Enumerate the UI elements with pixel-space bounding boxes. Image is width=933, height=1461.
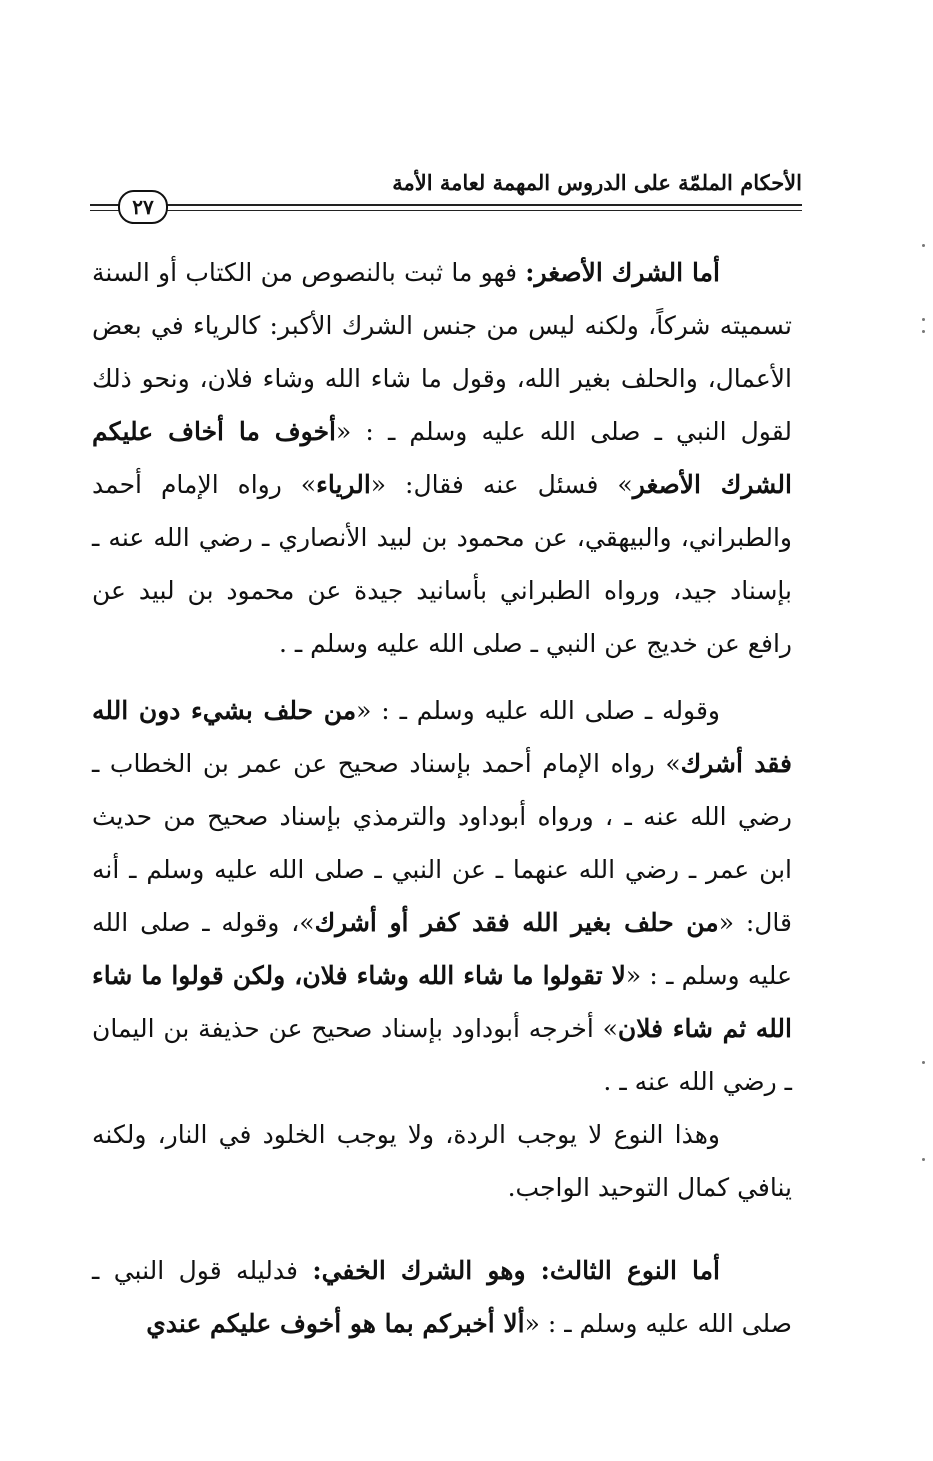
text: وهذا النوع لا يوجب الردة، ولا يوجب الخلود في النار، ولكنه ينافي كمال التوحيد الواجب. [92,1120,792,1202]
hadith-quote: أخوف ما أخاف عليكم الشرك الأصغر [92,417,792,499]
edge-mark [922,1061,925,1064]
hadith-quote: من حلف بغير الله فقد كفر أو أشرك [314,908,719,937]
heading-minor-shirk: أما الشرك الأصغر: [525,258,720,287]
text: وقوله ـ صلى الله عليه وسلم ـ : « [356,696,720,725]
edge-mark [922,318,925,321]
text: » فسئل عنه فقال: « [370,470,633,499]
header-rule-thin [90,210,802,211]
heading-hidden-shirk: أما النوع الثالث: وهو الشرك الخفي: [312,1256,720,1285]
edge-mark [922,1158,925,1161]
paragraph-ruling [92,1108,792,1214]
edge-mark [922,330,925,333]
book-title: الأحكام الملمّة على الدروس المهمة لعامة الأمة [392,170,802,195]
page-body [92,246,792,1350]
paragraph-hidden-shirk [92,1244,792,1350]
paragraph-swearing [92,684,792,1108]
hadith-quote: من حلف بشيء دون الله فقد أشرك [92,696,792,778]
text: » رواه الإمام أحمد بإسناد صحيح عن عمر بن الخطاب ـ رضي الله عنه ـ ، ورواه أبوداود والترمذي بإسناد صحيح من حديث ابن عمر ـ رضي الله عنهما ـ عن النبي ـ صلى الله عليه وسلم ـ أنه قال: « [92,749,792,937]
hadith-quote: ألا أخبركم بما هو أخوف عليكم عندي [146,1309,525,1338]
text: فهو ما ثبت بالنصوص من الكتاب أو السنة تسميته شركاً، ولكنه ليس من جنس الشرك الأكبر: كالرياء في بعض الأعمال، والحلف بغير الله، وقول ما شاء الله وشاء فلان، ونحو ذلك لقول النبي ـ صلى الله عليه وسلم ـ : « [92,258,792,446]
hadith-quote: الرياء [316,470,371,499]
text: » رواه الإمام أحمد والطبراني، والبيهقي، عن محمود بن لبيد الأنصاري ـ رضي الله عنه ـ بإسناد جيد، ورواه الطبراني بأسانيد جيدة عن محمود بن لبيد عن رافع عن خديج عن النبي ـ صلى الله عليه وسلم ـ . [92,470,792,658]
text: فدليله قول النبي ـ صلى الله عليه وسلم ـ : « [92,1256,792,1338]
paragraph-minor-shirk [92,246,792,670]
text: »، وقوله ـ صلى الله عليه وسلم ـ : « [92,908,793,990]
text: » أخرجه أبوداود بإسناد صحيح عن حذيفة بن اليمان ـ رضي الله عنه ـ . [92,1014,792,1096]
page-number: ٢٧ [118,190,168,224]
header-rule [90,204,802,206]
running-header [90,170,802,222]
edge-mark [922,244,925,247]
hadith-quote: لا تقولوا ما شاء الله وشاء فلان، ولكن قولوا ما شاء الله ثم شاء فلان [92,961,792,1043]
